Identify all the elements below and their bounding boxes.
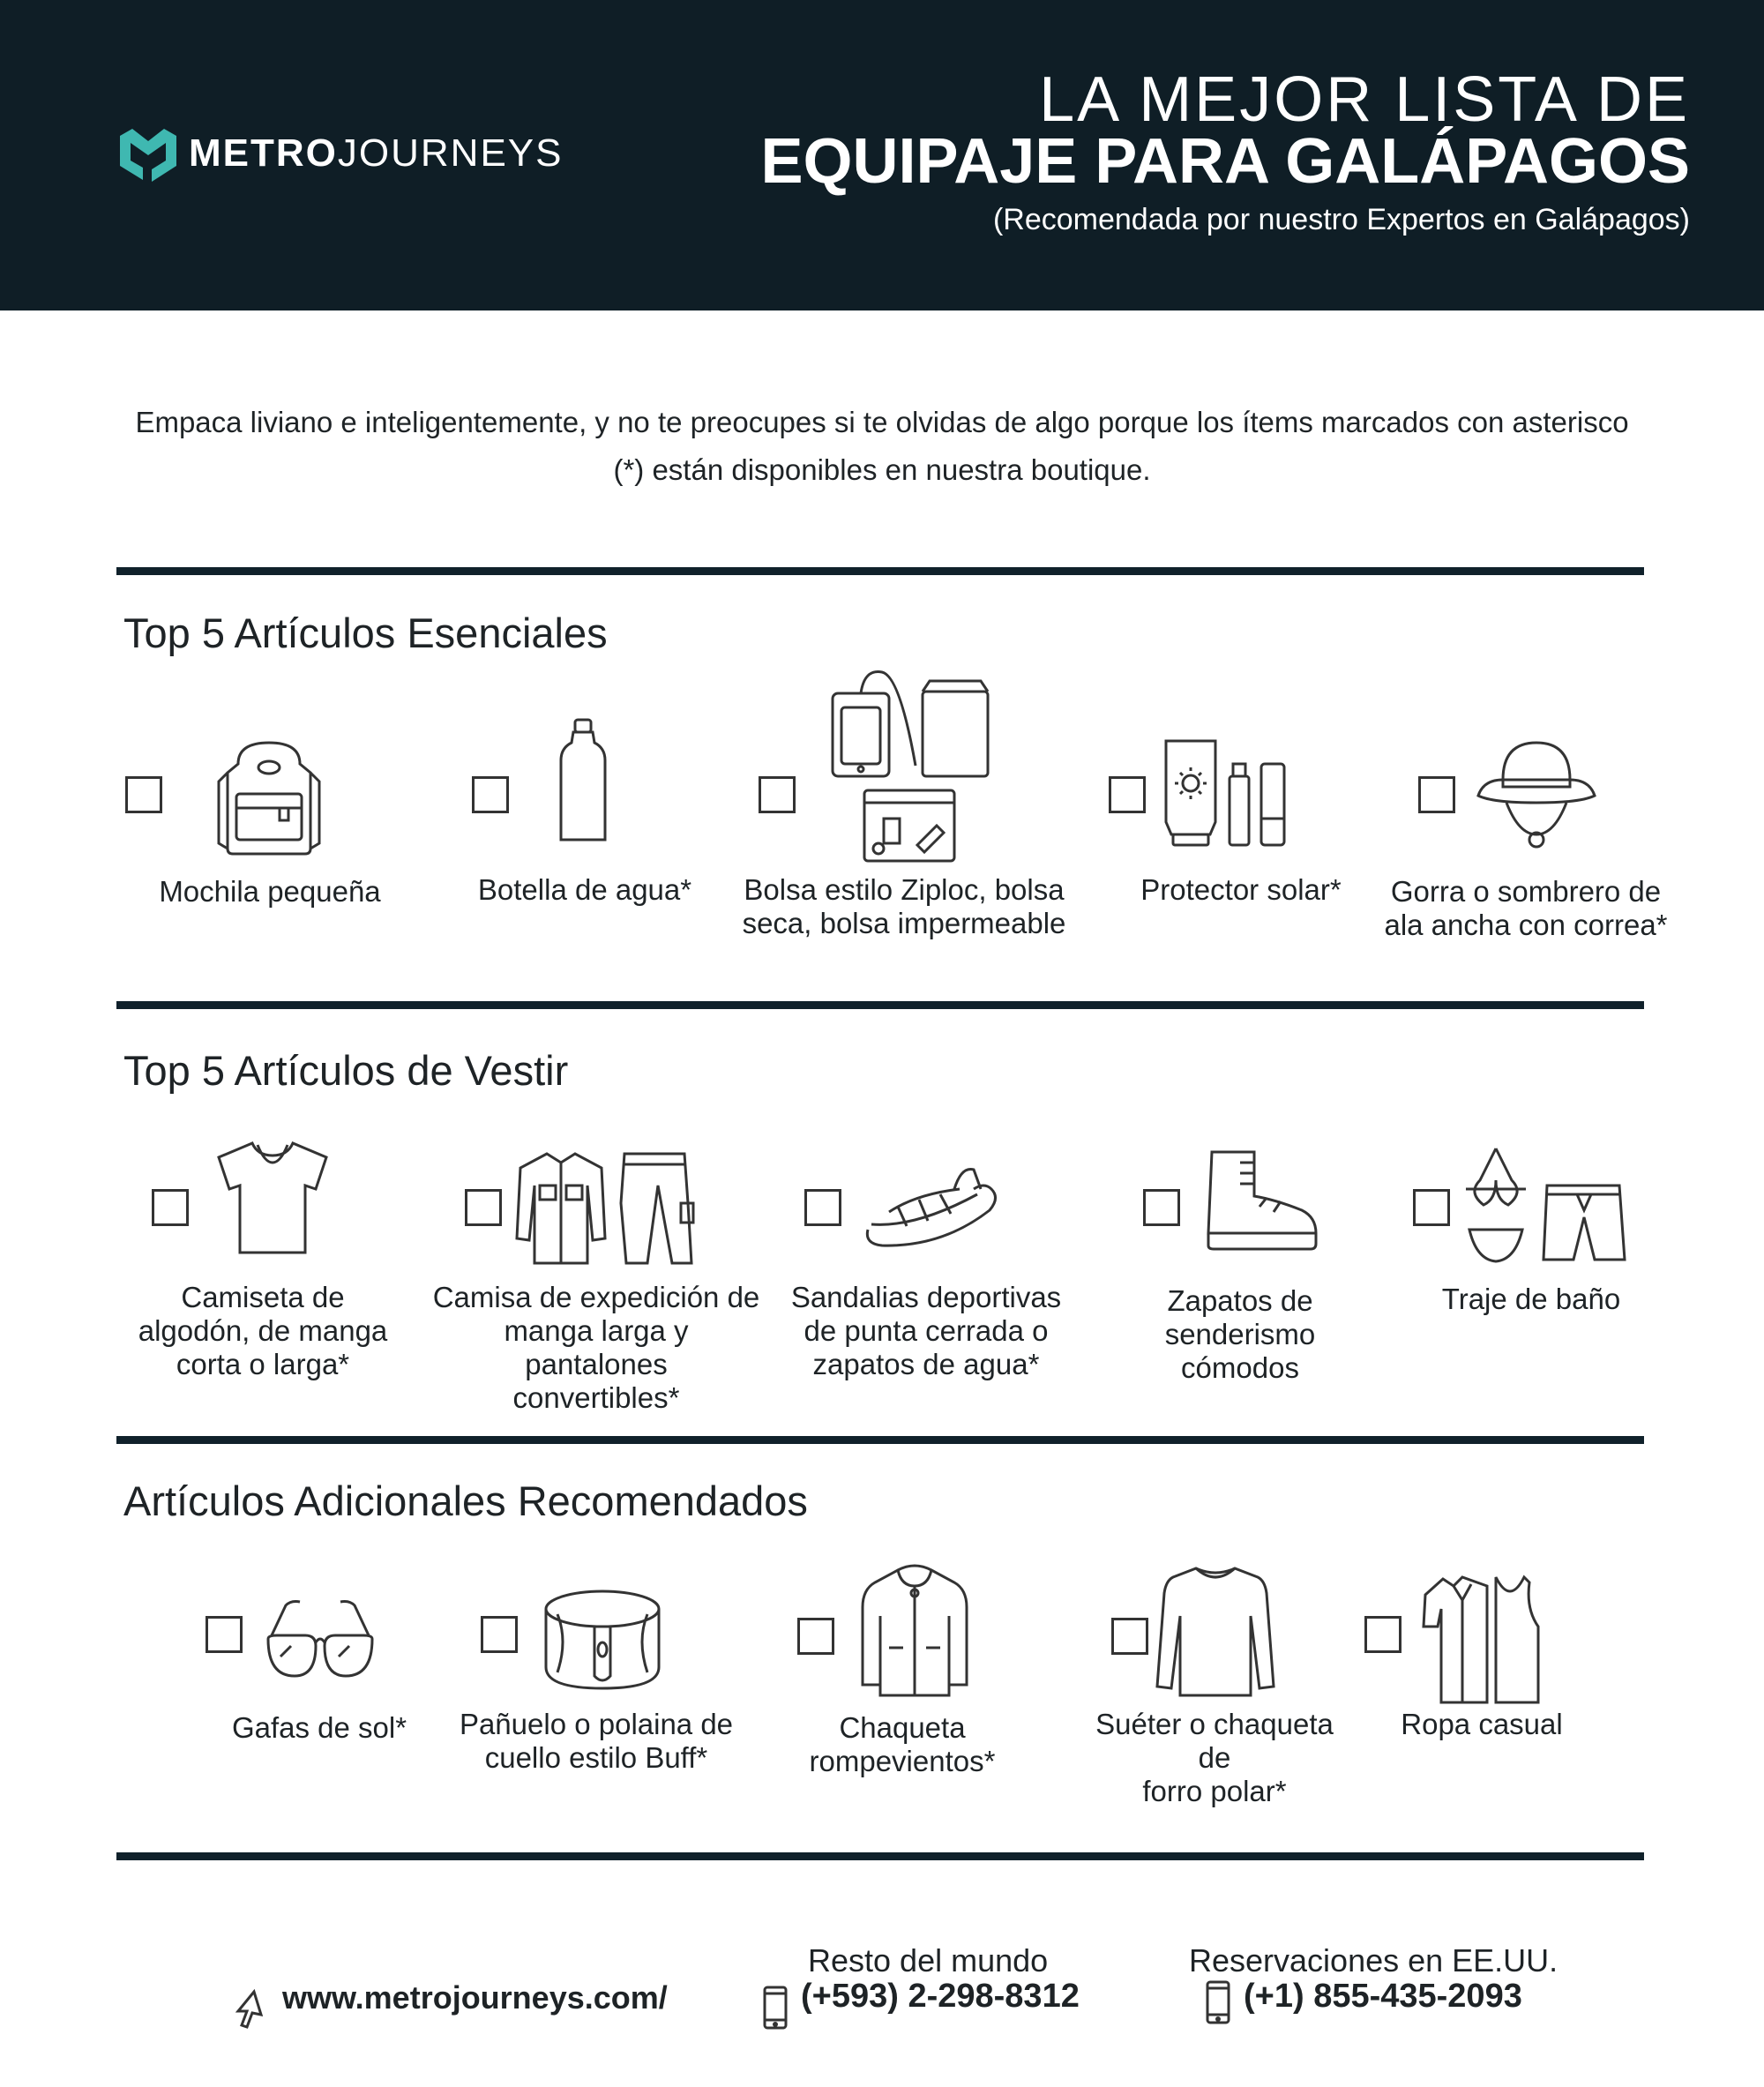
checkbox[interactable] bbox=[481, 1616, 518, 1653]
checkbox[interactable] bbox=[1111, 1618, 1148, 1655]
checkbox[interactable] bbox=[804, 1189, 841, 1226]
waterproof-bags-icon bbox=[829, 669, 993, 864]
checkbox[interactable] bbox=[759, 776, 796, 813]
water-bottle-icon bbox=[557, 716, 609, 843]
checkbox[interactable] bbox=[1109, 776, 1146, 813]
section-title-additional: Artículos Adicionales Recomendados bbox=[123, 1477, 808, 1524]
item-label: Sandalias deportivas de punta cerrada o zapatos de agua* bbox=[790, 1281, 1062, 1380]
item-label: Camisa de expedición de manga larga y pantalones convertibles* bbox=[432, 1281, 760, 1414]
sunglasses-icon bbox=[265, 1598, 376, 1678]
divider bbox=[116, 567, 1644, 575]
item-label: Ropa casual bbox=[1401, 1708, 1563, 1740]
swimsuit-icon bbox=[1464, 1145, 1628, 1270]
checkbox[interactable] bbox=[472, 776, 509, 813]
page-header bbox=[0, 0, 1764, 310]
item-label: Zapatos de senderismo cómodos bbox=[1164, 1284, 1316, 1384]
neck-gaiter-icon bbox=[542, 1588, 663, 1692]
item-label: Suéter o chaqueta de forro polar* bbox=[1095, 1708, 1334, 1807]
divider bbox=[116, 1852, 1644, 1860]
page-title-line-1: LA MEJOR LISTA DE bbox=[1039, 64, 1690, 135]
cursor-icon bbox=[235, 1988, 265, 2033]
backpack-icon bbox=[212, 737, 326, 857]
checkbox[interactable] bbox=[1418, 776, 1455, 813]
checkbox[interactable] bbox=[1143, 1189, 1180, 1226]
item-label: Chaqueta rompevientos* bbox=[809, 1711, 996, 1777]
divider bbox=[116, 1436, 1644, 1444]
page-subtitle: (Recomendada por nuestro Expertos en Galápagos) bbox=[992, 203, 1690, 236]
windbreaker-icon bbox=[857, 1563, 972, 1699]
us-heading: Reservaciones en EE.UU. bbox=[1189, 1942, 1558, 1979]
item-label: Gafas de sol* bbox=[231, 1711, 407, 1744]
checkbox[interactable] bbox=[1364, 1616, 1401, 1653]
checkbox[interactable] bbox=[465, 1189, 502, 1226]
us-phone[interactable]: (+1) 855-435-2093 bbox=[1244, 1978, 1522, 2015]
item-label: Mochila pequeña bbox=[159, 875, 381, 908]
hiking-boot-icon bbox=[1205, 1148, 1319, 1253]
item-label: Traje de baño bbox=[1441, 1283, 1621, 1315]
sunscreen-icon bbox=[1161, 737, 1289, 847]
phone-icon bbox=[762, 1985, 789, 2035]
website-link[interactable]: www.metrojourneys.com/ bbox=[282, 1979, 668, 2016]
shirt-pants-icon bbox=[515, 1150, 700, 1267]
page-title-line-2: EQUIPAJE PARA GALÁPAGOS bbox=[760, 126, 1690, 197]
item-label: Pañuelo o polaina de cuello estilo Buff* bbox=[459, 1708, 734, 1774]
world-heading: Resto del mundo bbox=[808, 1942, 1049, 1979]
hat-icon bbox=[1475, 737, 1598, 852]
sandal-icon bbox=[863, 1163, 1002, 1251]
intro-text bbox=[88, 399, 1676, 494]
item-label: Protector solar* bbox=[1140, 873, 1342, 906]
divider bbox=[116, 1001, 1644, 1009]
t-shirt-icon bbox=[213, 1138, 332, 1258]
checkbox[interactable] bbox=[1413, 1189, 1450, 1226]
item-label: Camiseta de algodón, de manga corta o larga* bbox=[138, 1281, 388, 1380]
brand-name: METROJOURNEYS bbox=[189, 131, 564, 175]
item-label: Gorra o sombrero de ala ancha con correa* bbox=[1384, 875, 1668, 941]
checkbox[interactable] bbox=[797, 1618, 834, 1655]
brand-logo[interactable] bbox=[116, 122, 563, 185]
checkbox[interactable] bbox=[206, 1616, 243, 1653]
checkbox[interactable] bbox=[152, 1189, 189, 1226]
metrojourneys-logo-icon bbox=[116, 122, 180, 185]
item-label: Bolsa estilo Ziploc, bolsa seca, bolsa impermeable bbox=[742, 873, 1066, 939]
checkbox[interactable] bbox=[125, 776, 162, 813]
casual-shirt-icon bbox=[1422, 1574, 1542, 1706]
intro-line-2: (*) están disponibles en nuestra boutique. bbox=[613, 453, 1151, 486]
section-title-essentials: Top 5 Artículos Esenciales bbox=[123, 610, 608, 656]
sweater-icon bbox=[1155, 1563, 1275, 1699]
section-title-clothing: Top 5 Artículos de Vestir bbox=[123, 1047, 569, 1094]
intro-line-1: Empaca liviano e inteligentemente, y no te preocupes si te olvidas de algo porque los ítems marcados con asterisco bbox=[135, 406, 1629, 438]
world-phone[interactable]: (+593) 2-298-8312 bbox=[801, 1978, 1080, 2015]
phone-icon bbox=[1205, 1979, 1231, 2030]
item-label: Botella de agua* bbox=[477, 873, 692, 906]
